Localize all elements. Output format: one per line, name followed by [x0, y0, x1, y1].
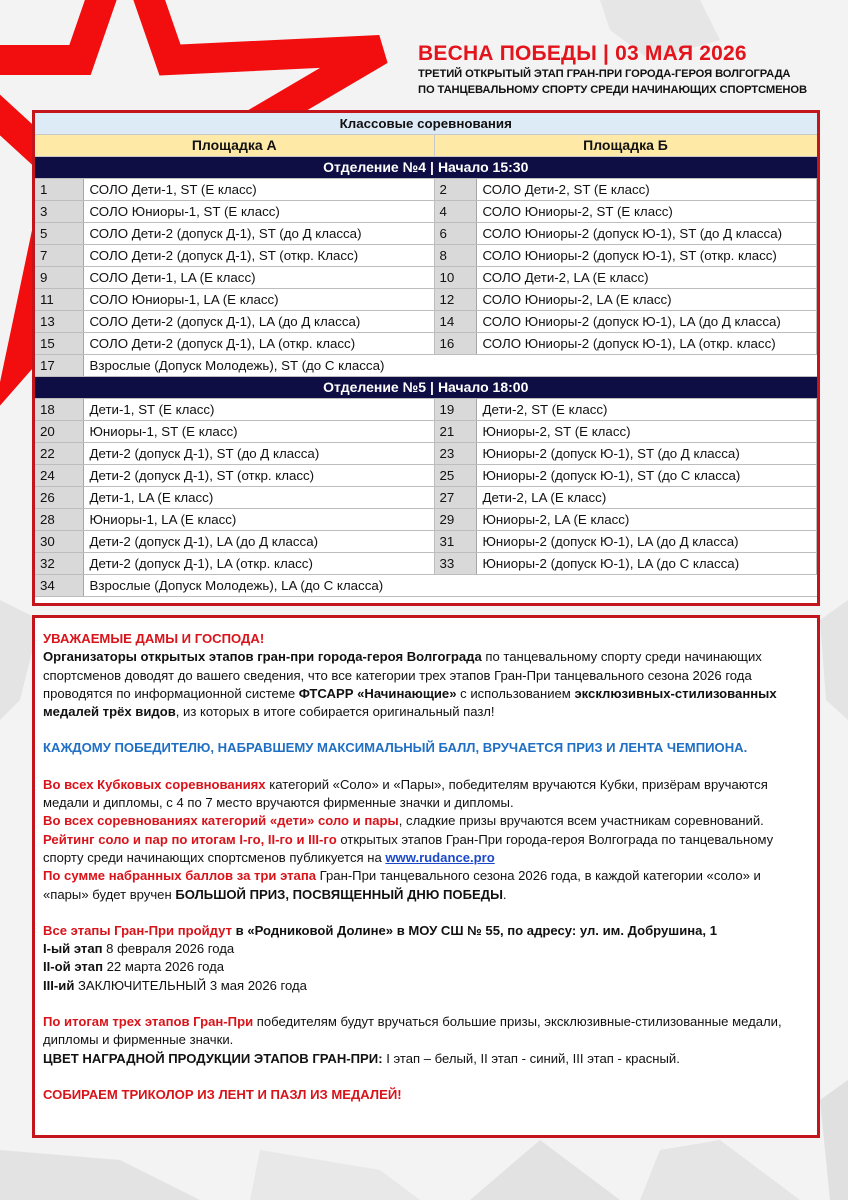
table-row: [35, 530, 817, 552]
section-separator: |: [430, 159, 434, 175]
medals-text: эксклюзивных-стилизованных медалей трёх видов: [43, 685, 777, 720]
event-name-b: СОЛО Юниоры-2 (допуск Ю-1), LA (откр. класс): [476, 332, 817, 354]
event-number-a: 22: [35, 442, 83, 464]
event-subtitle-line-2: ПО ТАНЦЕВАЛЬНОМУ СПОРТУ СРЕДИ НАЧИНАЮЩИХ СПОРТСМЕНОВ: [418, 84, 807, 96]
table-row: [35, 442, 817, 464]
table-row: [35, 332, 817, 354]
section-separator: |: [430, 379, 434, 395]
rating-paragraph: [43, 831, 809, 868]
stage-1: [43, 940, 809, 958]
event-name-b: СОЛО Дети-2, ST (Е класс): [476, 178, 817, 200]
event-name-b: СОЛО Юниоры-2, ST (Е класс): [476, 200, 817, 222]
event-number-b: 19: [434, 398, 476, 420]
section-header-row: [35, 376, 817, 398]
rudance-link[interactable]: www.rudance.pro: [385, 849, 495, 865]
notice-greeting: УВАЖАЕМЫЕ ДАМЫ И ГОСПОДА!: [43, 631, 265, 646]
stage-label: I-ый этап: [43, 941, 103, 957]
table-row: [35, 398, 817, 420]
event-number-b: 33: [434, 552, 476, 574]
event-name-a: СОЛО Дети-2 (допуск Д-1), LA (до Д класса): [83, 310, 434, 332]
notice-intro-paragraph: [43, 648, 809, 721]
sum-text: Гран-При танцевального сезона 2026 года, в каждой категории «соло» и «пары» будет вручен: [43, 868, 761, 902]
event-number-a: 20: [35, 420, 83, 442]
section-start-time: Начало 15:30: [437, 159, 529, 175]
stage-date: 8 февраля 2026 года: [102, 941, 235, 957]
table-row: [35, 420, 817, 442]
table-row: [35, 464, 817, 486]
event-name-b: Юниоры-2, LA (Е класс): [476, 508, 817, 530]
event-name-b: СОЛО Юниоры-2 (допуск Ю-1), LA (до Д класса): [476, 310, 817, 332]
event-name-b: Дети-2, LA (Е класс): [476, 486, 817, 508]
intro-text-3: , из которых в итоге собирается оригинальный пазл!: [175, 704, 495, 720]
event-number-a: 9: [35, 266, 83, 288]
results-text: победителям будут вручаться большие призы, эксклюзивные-стилизованные медали, дипломы и фирменные значки.: [43, 1014, 782, 1048]
event-name-a: Дети-2 (допуск Д-1), LA (откр. класс): [83, 552, 434, 574]
cups-text: категорий «Соло» и «Пары», победителям вручаются Кубки, призёрам вручаются медали и дипломы, с 4 по 7 место вручаются фирменные значки и дипломы.: [43, 776, 768, 811]
event-number-a: 34: [35, 574, 83, 596]
table-caption-row: [35, 113, 817, 134]
table-caption: Классовые соревнования: [35, 113, 817, 134]
event-number-a: 32: [35, 552, 83, 574]
event-number-b: 23: [434, 442, 476, 464]
event-number-a: 11: [35, 288, 83, 310]
event-name-b: Дети-2, ST (Е класс): [476, 398, 817, 420]
event-name-a: СОЛО Дети-1, ST (Е класс): [83, 178, 434, 200]
event-number-b: 4: [434, 200, 476, 222]
sum-end: .: [502, 886, 507, 902]
event-number-b: 14: [434, 310, 476, 332]
table-row: [35, 310, 817, 332]
event-name-a: СОЛО Дети-2 (допуск Д-1), ST (откр. Класс): [83, 244, 434, 266]
event-subtitle-line-1: ТРЕТИЙ ОТКРЫТЫЙ ЭТАП ГРАН-ПРИ ГОРОДА-ГЕРОЯ ВОЛГОГРАДА: [418, 68, 791, 80]
cups-highlight: Во всех Кубковых соревнованиях: [43, 776, 266, 792]
stage-label: III-ий: [43, 977, 75, 993]
event-number-b: 2: [434, 178, 476, 200]
award-colors-label: ЦВЕТ НАГРАДНОЙ ПРОДУКЦИИ ЭТАПОВ ГРАН-ПРИ:: [43, 1050, 383, 1066]
section-header-row: [35, 156, 817, 178]
sum-highlight: По сумме набранных баллов за три этапа: [43, 868, 317, 884]
table-row: [35, 552, 817, 574]
event-name-a: Юниоры-1, LA (Е класс): [83, 508, 434, 530]
winner-announcement: КАЖДОМУ ПОБЕДИТЕЛЮ, НАБРАВШЕМУ МАКСИМАЛЬНЫЙ БАЛЛ, ВРУЧАЕТСЯ ПРИЗ И ЛЕНТА ЧЕМПИОНА.: [43, 740, 748, 756]
venue-a-header: Площадка А: [35, 134, 434, 156]
event-name-b: Юниоры-2 (допуск Ю-1), LA (до С класса): [476, 552, 817, 574]
venue-address: в «Родниковой Долине» в МОУ СШ № 55, по адресу: ул. им. Добрушина, 1: [232, 922, 717, 938]
event-number-b: 8: [434, 244, 476, 266]
event-name-a: Взрослые (Допуск Молодежь), LA (до С класса): [83, 574, 817, 596]
table-row: [35, 486, 817, 508]
event-name-a: Дети-2 (допуск Д-1), LA (до Д класса): [83, 530, 434, 552]
event-name-a: Юниоры-1, ST (Е класс): [83, 420, 434, 442]
section-label: Отделение №4: [323, 159, 427, 175]
event-number-b: 21: [434, 420, 476, 442]
rating-text: открытых этапов Гран-При города-героя Волгограда по танцевальному спорту среди начинающих спортсменов публикуется на: [43, 831, 774, 865]
stage-label: II-ой этап: [43, 959, 103, 975]
schedule-table: [35, 113, 817, 597]
event-number-a: 3: [35, 200, 83, 222]
event-number-b: 10: [434, 266, 476, 288]
event-name-b: Юниоры-2, ST (Е класс): [476, 420, 817, 442]
intro-text-2: с использованием: [456, 685, 575, 701]
venue-highlight: Все этапы Гран-При пройдут: [43, 922, 232, 938]
event-name-b: СОЛО Юниоры-2 (допуск Ю-1), ST (откр. класс): [476, 244, 817, 266]
event-name-a: СОЛО Дети-2 (допуск Д-1), LA (откр. класс): [83, 332, 434, 354]
event-name-a: СОЛО Юниоры-1, ST (Е класс): [83, 200, 434, 222]
event-name-b: СОЛО Юниоры-2 (допуск Ю-1), ST (до Д класса): [476, 222, 817, 244]
table-row: [35, 508, 817, 530]
kids-text: , сладкие призы вручаются всем участникам соревнований.: [398, 813, 764, 829]
event-number-b: 16: [434, 332, 476, 354]
organizers-text: Организаторы открытых этапов гран-при города-героя Волгограда: [43, 649, 482, 665]
table-row: [35, 222, 817, 244]
stage-date: 22 марта 2026 года: [102, 959, 225, 975]
event-number-a: 1: [35, 178, 83, 200]
table-row: [35, 266, 817, 288]
event-number-a: 15: [35, 332, 83, 354]
event-number-b: 12: [434, 288, 476, 310]
section-start-time: Начало 18:00: [437, 379, 529, 395]
rating-highlight: Рейтинг соло и пар по итогам I-го, II-го и III-го: [43, 831, 337, 847]
intro-text-1: по танцевальному спорту среди начинающих спортсменов доводят до вашего сведения, что все категории трех этапов Гран-При танцевального сезона 2026 года проводятся по информационной системе: [43, 649, 762, 701]
table-row: [35, 354, 817, 376]
event-name-a: Дети-1, ST (Е класс): [83, 398, 434, 420]
event-name-a: СОЛО Дети-2 (допуск Д-1), ST (до Д класса): [83, 222, 434, 244]
kids-highlight: Во всех соревнованиях категорий «дети» соло и пары: [43, 813, 399, 829]
event-name-b: СОЛО Юниоры-2, LA (Е класс): [476, 288, 817, 310]
event-name-a: Дети-2 (допуск Д-1), ST (до Д класса): [83, 442, 434, 464]
event-number-a: 7: [35, 244, 83, 266]
grand-prize-text: БОЛЬШОЙ ПРИЗ, ПОСВЯЩЕННЫЙ ДНЮ ПОБЕДЫ: [175, 886, 503, 902]
event-number-a: 30: [35, 530, 83, 552]
event-number-a: 28: [35, 508, 83, 530]
closing-slogan: СОБИРАЕМ ТРИКОЛОР ИЗ ЛЕНТ И ПАЗЛ ИЗ МЕДАЛЕЙ!: [43, 1086, 402, 1102]
event-name-b: Юниоры-2 (допуск Ю-1), ST (до С класса): [476, 464, 817, 486]
venue-b-header: Площадка Б: [434, 134, 817, 156]
section-header: [35, 376, 817, 398]
event-number-b: 29: [434, 508, 476, 530]
table-row: [35, 178, 817, 200]
event-number-a: 18: [35, 398, 83, 420]
results-highlight: По итогам трех этапов Гран-При: [43, 1014, 254, 1030]
system-name: ФТСАРР «Начинающие»: [298, 685, 457, 701]
venue-paragraph: [43, 922, 809, 940]
event-name-b: СОЛО Дети-2, LA (Е класс): [476, 266, 817, 288]
event-name-a: СОЛО Дети-1, LA (Е класс): [83, 266, 434, 288]
venue-header-row: [35, 134, 817, 156]
table-row: [35, 200, 817, 222]
event-number-b: 25: [434, 464, 476, 486]
event-name-a: Дети-1, LA (Е класс): [83, 486, 434, 508]
event-header: [418, 42, 810, 98]
event-number-a: 17: [35, 354, 83, 376]
event-number-a: 26: [35, 486, 83, 508]
table-row: [35, 244, 817, 266]
stage-3: [43, 977, 809, 995]
award-colors-paragraph: [43, 1050, 809, 1068]
stage-date: ЗАКЛЮЧИТЕЛЬНЫЙ 3 мая 2026 года: [74, 977, 307, 993]
event-name-b: Юниоры-2 (допуск Ю-1), ST (до Д класса): [476, 442, 817, 464]
event-name-a: Взрослые (Допуск Молодежь), ST (до С класса): [83, 354, 817, 376]
event-number-b: 6: [434, 222, 476, 244]
section-header: [35, 156, 817, 178]
award-colors-text: I этап – белый, II этап - синий, III этап - красный.: [382, 1050, 680, 1066]
event-number-a: 5: [35, 222, 83, 244]
grand-prize-paragraph: [43, 867, 809, 904]
results-paragraph: [43, 1013, 809, 1050]
event-name-a: СОЛО Юниоры-1, LA (Е класс): [83, 288, 434, 310]
table-row: [35, 288, 817, 310]
section-label: Отделение №5: [323, 379, 427, 395]
notice-box: [32, 615, 820, 1138]
kids-paragraph: [43, 812, 809, 830]
event-number-a: 13: [35, 310, 83, 332]
event-number-a: 24: [35, 464, 83, 486]
stage-2: [43, 958, 809, 976]
event-name-a: Дети-2 (допуск Д-1), ST (откр. класс): [83, 464, 434, 486]
table-row: [35, 574, 817, 596]
event-number-b: 31: [434, 530, 476, 552]
event-title: ВЕСНА ПОБЕДЫ | 03 МАЯ 2026: [418, 42, 747, 65]
cups-paragraph: [43, 776, 809, 813]
schedule-table-box: [32, 110, 820, 606]
event-name-b: Юниоры-2 (допуск Ю-1), LA (до Д класса): [476, 530, 817, 552]
event-number-b: 27: [434, 486, 476, 508]
